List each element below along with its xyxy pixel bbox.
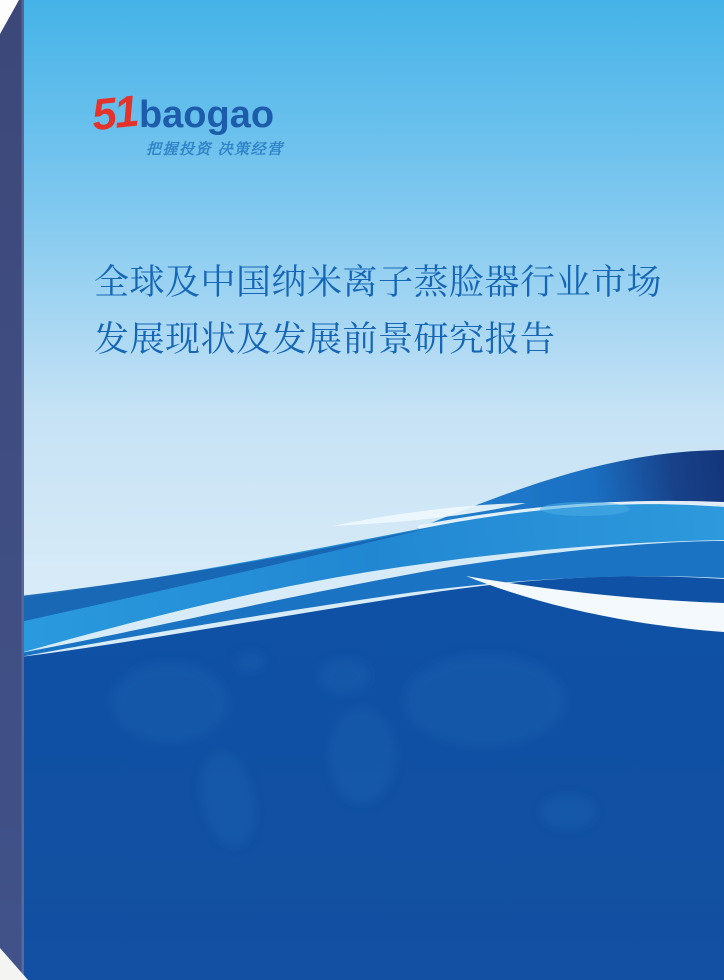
report-title: [94, 254, 694, 368]
book-spine: [0, 0, 24, 980]
brand-logo: [89, 86, 275, 141]
brand-tagline: 把握投资 决策经营: [146, 141, 284, 158]
logo-wordmark: baogao: [138, 94, 275, 136]
report-title-line-1: 全球及中国纳米离子蒸脸器行业市场: [94, 263, 663, 302]
logo-number: 51: [89, 86, 140, 141]
report-title-line-2: 发展现状及发展前景研究报告: [94, 320, 556, 359]
